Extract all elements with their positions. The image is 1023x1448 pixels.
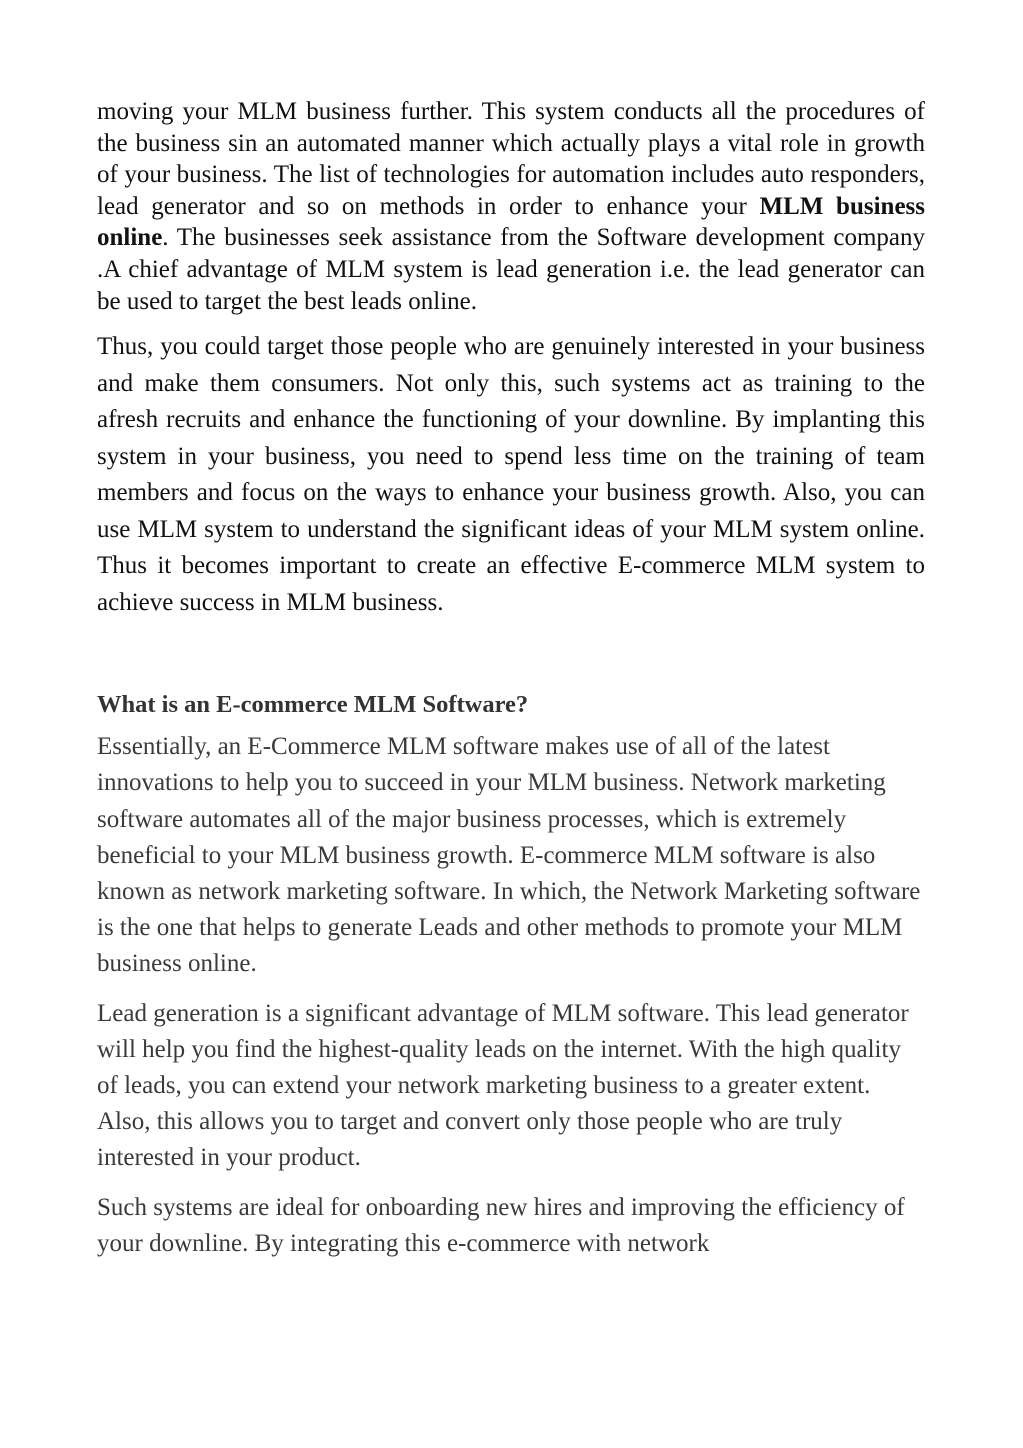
section-heading: What is an E-commerce MLM Software? xyxy=(97,691,529,719)
section-paragraph-3: Such systems are ideal for onboarding new hires and improving the efficiency of your downline. By integrating this e-commerce with network xyxy=(97,1193,905,1257)
document-page xyxy=(97,96,925,1262)
spacer xyxy=(97,621,925,687)
section-paragraph-1: Essentially, an E-Commerce MLM software makes use of all of the latest innovations to help you to succeed in your MLM business. Network marketing software automates all of the major business processes, which is extremely beneficial to your MLM business growth. E-commerce MLM software is also known as network marketing software. In which, the Network Marketing software is the one that helps to generate Leads and other methods to promote your MLM business online. xyxy=(97,733,921,978)
section-paragraph-2: Lead generation is a significant advantage of MLM software. This lead generator will help you find the highest-quality leads on the internet. With the high quality of leads, you can extend your network marketing business to a greater extent. Also, this allows you to target and convert only those people who are truly interested in your product. xyxy=(97,999,909,1172)
intro-paragraph xyxy=(97,96,925,317)
intro-text-before: moving your MLM business further. This system conducts all the procedures of the business sin an automated manner which actually plays a vital role in growth of your business. The list of technologies for automation includes auto responders, lead generator and so on methods in order to enhance your xyxy=(97,98,925,220)
body-paragraph: Thus, you could target those people who are genuinely interested in your business and make them consumers. Not only this, such systems act as training to the afresh recruits and enhance the functioning of your downline. By implanting this system in your business, you need to spend less time on the training of team members and focus on the ways to enhance your business growth. Also, you can use MLM system to understand the significant ideas of your MLM system online. Thus it becomes important to create an effective E-commerce MLM system to achieve success in MLM business. xyxy=(97,333,925,616)
bold-keyword: MLM business online xyxy=(97,192,926,252)
intro-text-after: . The businesses seek assistance from the Software development company .A chief advantage of MLM system is lead generation i.e. the lead generator can be used to target the best leads online. xyxy=(97,224,925,315)
